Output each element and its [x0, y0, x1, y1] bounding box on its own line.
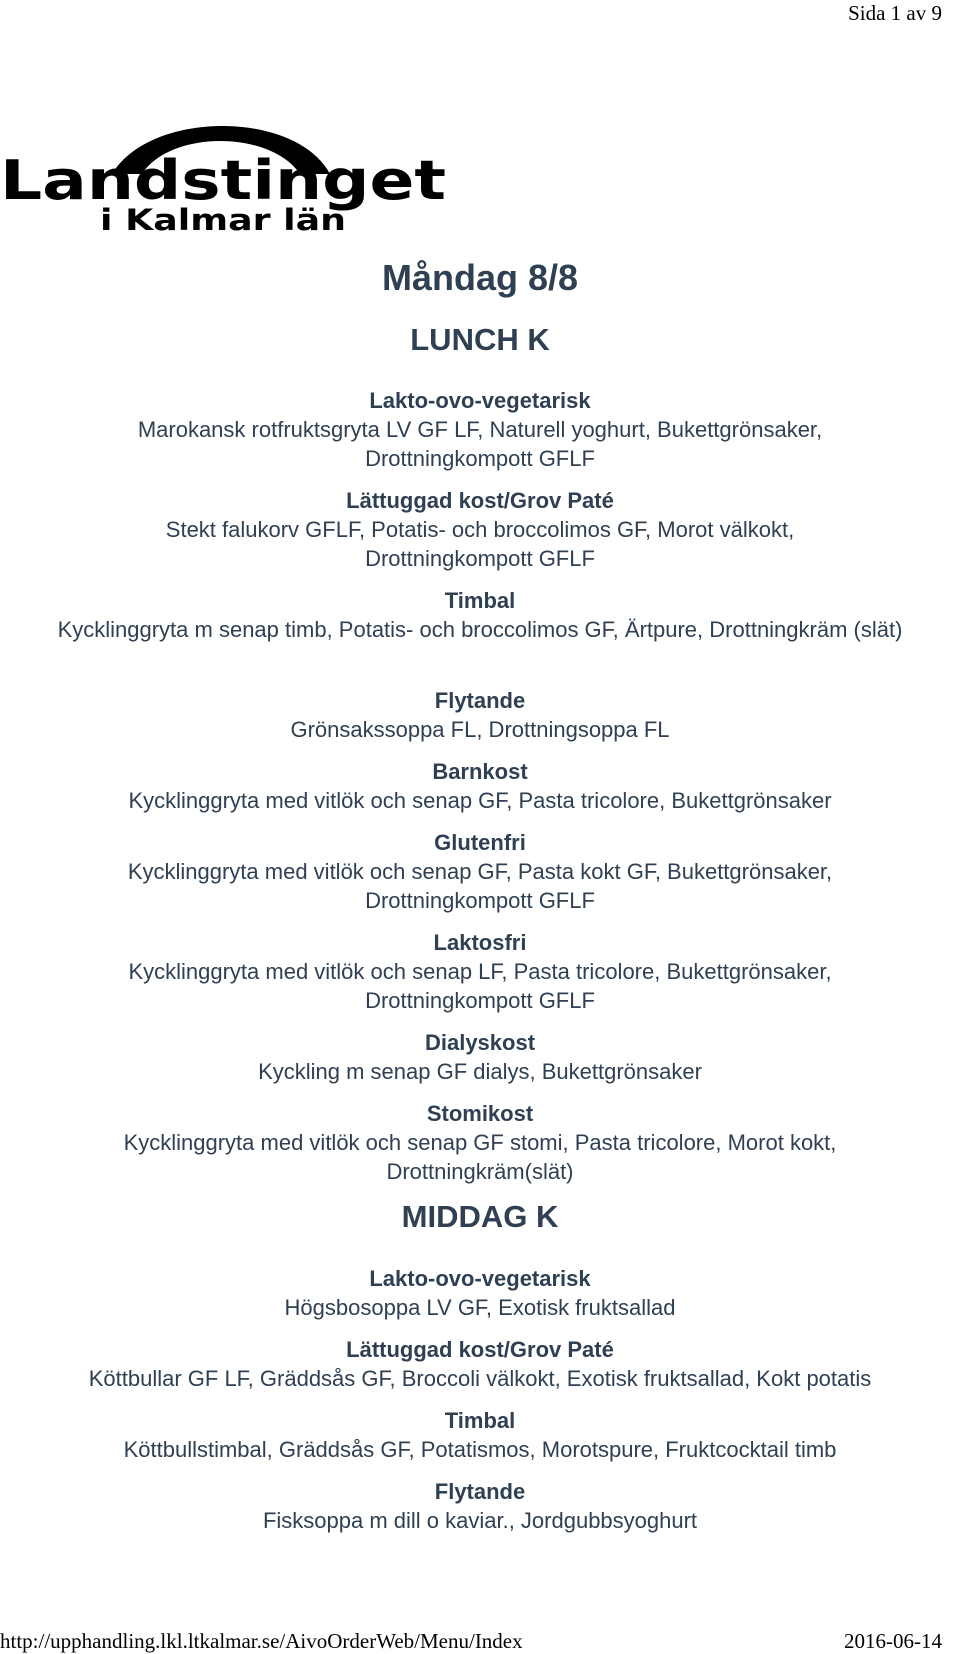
diet-name: Barnkost	[432, 759, 528, 784]
diet-name: Lakto-ovo-vegetarisk	[369, 388, 591, 413]
diet-dishes: Kycklinggryta m senap timb, Potatis- och broccolimos GF, Ärtpure, Drottningkräm (slät)	[57, 617, 903, 642]
diet-dishes: Köttbullar GF LF, Gräddsås GF, Broccoli välkokt, Exotisk fruktsallad, Kokt potatis	[88, 1366, 872, 1391]
diet-name: Laktosfri	[433, 930, 527, 955]
diet-dishes: Kycklinggryta med vitlök och senap GF, Pasta kokt GF, Bukettgrönsaker, Drottningkompott GFLF	[127, 859, 833, 913]
lunch-diet-lakto-ovo	[40, 387, 920, 473]
footer-url: http://upphandling.lkl.ltkalmar.se/AivoOrderWeb/Menu/Index	[0, 1629, 523, 1653]
logo-line1: Landstinget	[0, 149, 446, 212]
diet-name: Flytande	[434, 1479, 526, 1504]
lunch-diet-dialyskost	[40, 1029, 920, 1086]
lunch-diet-lattuggad	[40, 487, 920, 573]
diet-name: Lättuggad kost/Grov Paté	[346, 488, 614, 513]
diet-name: Stomikost	[426, 1101, 534, 1126]
page-number: Sida 1 av 9	[848, 1, 942, 25]
lunch-diet-glutenfri	[40, 829, 920, 915]
lunch-diet-stomikost	[40, 1100, 920, 1186]
dinner-diet-flytande	[40, 1478, 920, 1535]
diet-dishes: Köttbullstimbal, Gräddsås GF, Potatismos, Morotspure, Fruktcocktail timb	[123, 1437, 837, 1462]
dinner-diet-timbal	[40, 1407, 920, 1464]
diet-name: Dialyskost	[424, 1030, 536, 1055]
dinner-diet-lakto-ovo	[40, 1265, 920, 1322]
footer-date: 2016-06-14	[844, 1629, 942, 1653]
diet-dishes: Kycklinggryta med vitlök och senap GF, Pasta tricolore, Bukettgrönsaker	[128, 788, 832, 813]
diet-dishes: Stekt falukorv GFLF, Potatis- och broccolimos GF, Morot välkokt, Drottningkompott GFLF	[165, 517, 795, 571]
diet-name: Flytande	[434, 688, 526, 713]
lunch-diet-flytande	[40, 687, 920, 744]
dinner-title: MIDDAG K	[401, 1199, 559, 1234]
diet-dishes: Kycklinggryta med vitlök och senap LF, Pasta tricolore, Bukettgrönsaker, Drottningkompott GFLF	[128, 959, 832, 1013]
diet-dishes: Kycklinggryta med vitlök och senap GF stomi, Pasta tricolore, Morot kokt, Drottningkräm(slät)	[123, 1130, 837, 1184]
diet-dishes: Högsbosoppa LV GF, Exotisk fruktsallad	[284, 1295, 676, 1320]
diet-name: Timbal	[444, 1408, 516, 1433]
day-title: Måndag 8/8	[381, 257, 579, 298]
landstinget-logo	[0, 116, 446, 238]
diet-dishes: Grönsakssoppa FL, Drottningsoppa FL	[290, 717, 670, 742]
diet-name: Lättuggad kost/Grov Paté	[346, 1337, 614, 1362]
lunch-title: LUNCH K	[410, 322, 550, 357]
lunch-diet-timbal	[40, 587, 920, 644]
logo-line2: i Kalmar län	[100, 203, 346, 237]
diet-dishes: Fisksoppa m dill o kaviar., Jordgubbsyoghurt	[262, 1508, 698, 1533]
dinner-diet-lattuggad	[40, 1336, 920, 1393]
diet-dishes: Marokansk rotfruktsgryta LV GF LF, Naturell yoghurt, Bukettgrönsaker, Drottningkompott GFLF	[137, 417, 823, 471]
diet-name: Glutenfri	[434, 830, 526, 855]
lunch-diet-barnkost	[40, 758, 920, 815]
diet-dishes: Kyckling m senap GF dialys, Bukettgrönsaker	[258, 1059, 702, 1084]
diet-name: Lakto-ovo-vegetarisk	[369, 1266, 591, 1291]
diet-name: Timbal	[444, 588, 516, 613]
lunch-diet-laktosfri	[40, 929, 920, 1015]
landstinget-arch-logo-icon	[0, 116, 446, 238]
